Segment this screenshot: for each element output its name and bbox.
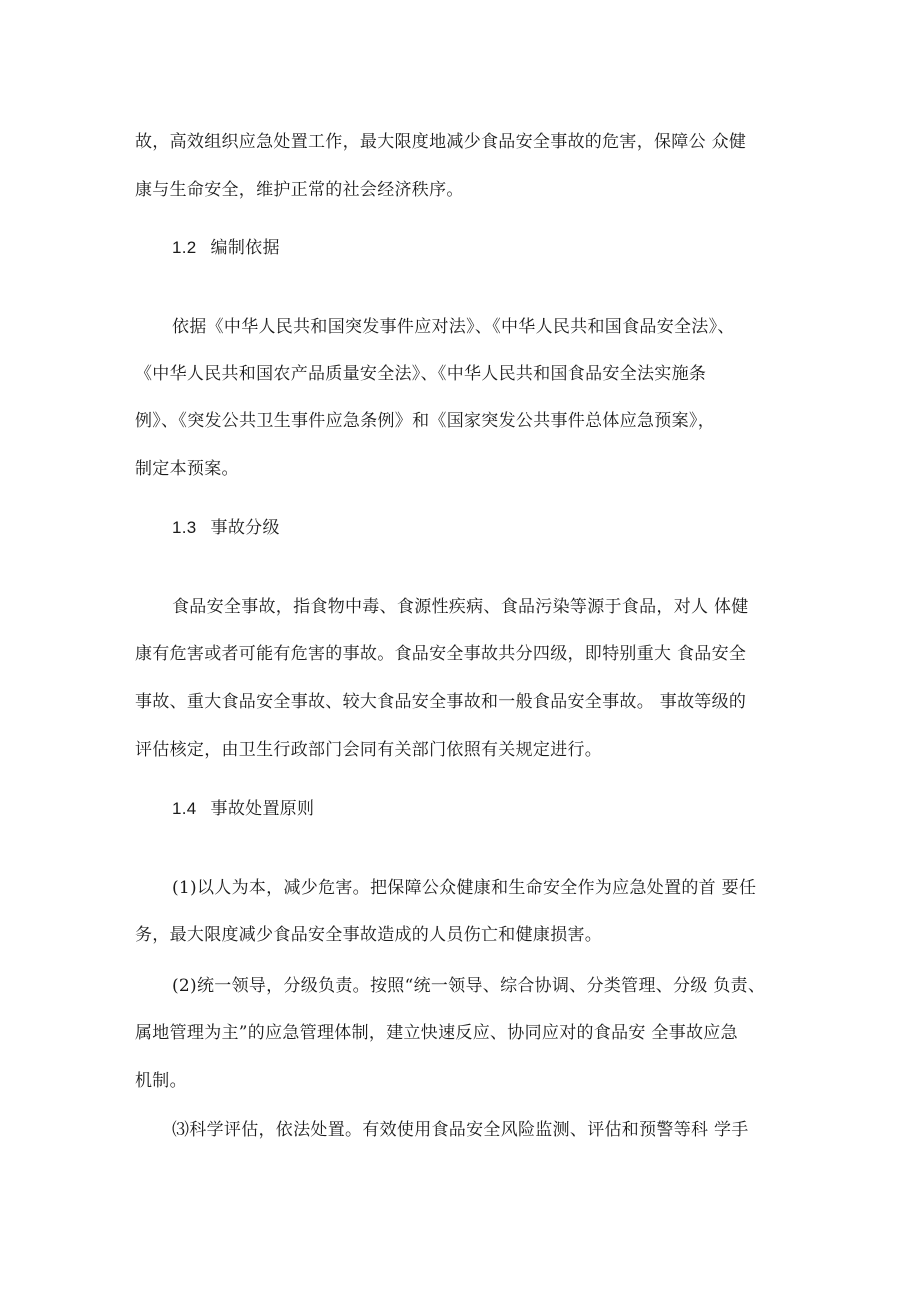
- principle-3-line-1: ⑶科学评估，依法处置。有效使用食品安全风险监测、评估和预警等科 学手: [172, 1120, 749, 1140]
- principle-1-line-2: 务，最大限度减少食品安全事故造成的人员伤亡和健康损害。: [135, 925, 603, 945]
- principle-1-line-1: (1)以人为本，减少危害。把保障公众健康和生命安全作为应急处置的首 要任: [172, 878, 757, 898]
- section-number: 1.3: [172, 518, 197, 537]
- section-heading-1-4: [172, 797, 314, 821]
- section-title: 事故处置原则: [210, 799, 315, 819]
- basis-line-3: 例》、《突发公共卫生事件应急条例》和《国家突发公共事件总体应急预案》，: [135, 411, 715, 431]
- principle-2-line-2: 属地管理为主”的应急管理体制，建立快速反应、协同应对的食品安 全事故应急: [135, 1023, 738, 1043]
- section-number: 1.4: [172, 799, 197, 818]
- principle-2-line-3: 机制。: [135, 1071, 187, 1091]
- section-number: 1.2: [172, 238, 197, 257]
- grading-line-4: 评估核定，由卫生行政部门会同有关部门依照有关规定进行。: [135, 740, 603, 760]
- section-title: 编制依据: [210, 238, 280, 258]
- intro-line-2: 康与生命安全，维护正常的社会经济秩序。: [135, 180, 464, 200]
- grading-line-2: 康有危害或者可能有危害的事故。食品安全事故共分四级，即特别重大 食品安全: [135, 644, 747, 664]
- section-title: 事故分级: [210, 518, 280, 538]
- basis-line-4: 制定本预案。: [135, 459, 239, 479]
- section-heading-1-2: [172, 236, 280, 260]
- intro-line-1: 故，高效组织应急处置工作，最大限度地减少食品安全事故的危害，保障公 众健: [135, 132, 747, 152]
- principle-2-line-1: (2)统一领导，分级负责。按照“统一领导、综合协调、分类管理、分级 负责、: [172, 976, 766, 996]
- basis-line-2: 《中华人民共和国农产品质量安全法》、《中华人民共和国食品安全法实施条: [135, 364, 707, 384]
- grading-line-1: 食品安全事故，指食物中毒、食源性疾病、食品污染等源于食品，对人 体健: [172, 597, 749, 617]
- basis-line-1: 依据《中华人民共和国突发事件应对法》、《中华人民共和国食品安全法》、: [172, 317, 735, 337]
- grading-line-3: 事故、重大食品安全事故、较大食品安全事故和一般食品安全事故。 事故等级的: [135, 692, 747, 712]
- section-heading-1-3: [172, 516, 280, 540]
